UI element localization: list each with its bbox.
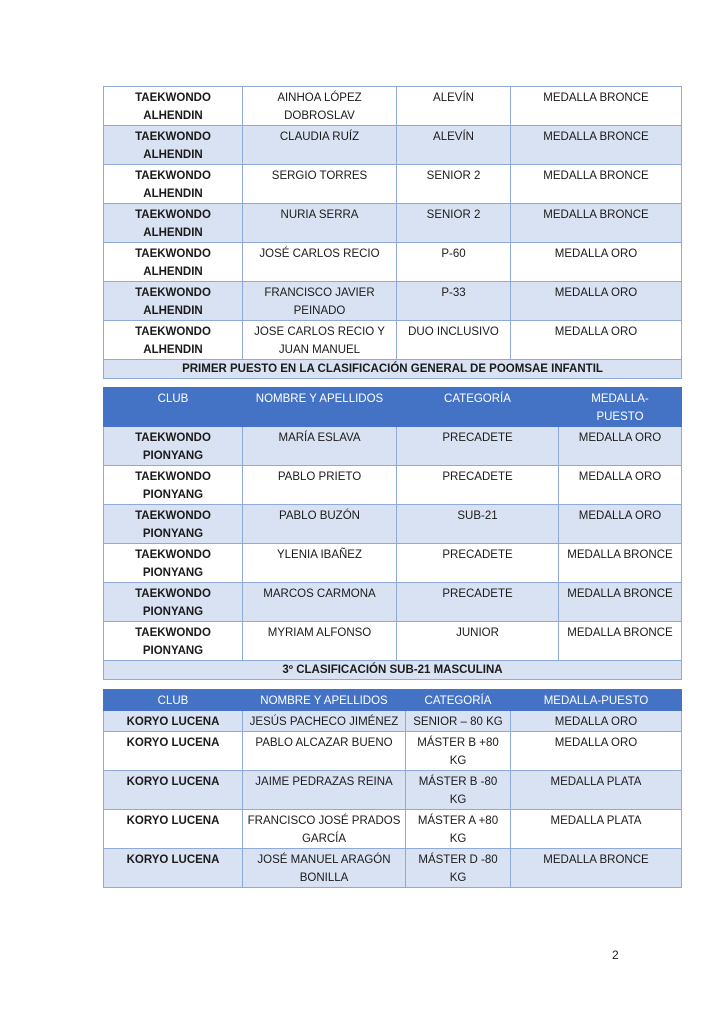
medal-cell: MEDALLA BRONCE	[511, 165, 682, 204]
table-row	[104, 321, 682, 360]
club-cell: TAEKWONDO PIONYANG	[104, 622, 243, 661]
table-row	[104, 711, 682, 732]
category-cell: SENIOR – 80 KG	[406, 711, 511, 732]
club-cell: TAEKWONDO PIONYANG	[104, 466, 243, 505]
medal-cell: MEDALLA PLATA	[511, 810, 682, 849]
medal-cell: MEDALLA BRONCE	[511, 87, 682, 126]
header-category: CATEGORÍA	[406, 690, 511, 711]
medal-cell: MEDALLA ORO	[511, 711, 682, 732]
table-row	[104, 771, 682, 810]
athlete-name-cell: PABLO PRIETO	[243, 466, 397, 505]
header-club: CLUB	[104, 690, 243, 711]
header-name: NOMBRE Y APELLIDOS	[243, 388, 397, 427]
table-header-row	[104, 690, 682, 711]
athlete-name-cell: MYRIAM ALFONSO	[243, 622, 397, 661]
medal-cell: MEDALLA ORO	[511, 321, 682, 360]
club-cell: TAEKWONDO PIONYANG	[104, 505, 243, 544]
club-cell: TAEKWONDO ALHENDIN	[104, 204, 243, 243]
header-category: CATEGORÍA	[397, 388, 559, 427]
results-table-alhendin	[103, 86, 682, 379]
category-cell: PRECADETE	[397, 466, 559, 505]
medal-cell: MEDALLA PLATA	[511, 771, 682, 810]
table-row	[104, 583, 682, 622]
club-cell: KORYO LUCENA	[104, 711, 243, 732]
medal-cell: MEDALLA ORO	[559, 466, 682, 505]
table-row	[104, 126, 682, 165]
footer-note: 3º CLASIFICACIÓN SUB-21 MASCULINA	[104, 661, 682, 680]
medal-cell: MEDALLA ORO	[559, 427, 682, 466]
medal-cell: MEDALLA BRONCE	[559, 583, 682, 622]
medal-cell: MEDALLA BRONCE	[511, 204, 682, 243]
table-row	[104, 810, 682, 849]
club-cell: TAEKWONDO ALHENDIN	[104, 87, 243, 126]
footer-note: PRIMER PUESTO EN LA CLASIFICACIÓN GENERAL DE POOMSAE INFANTIL	[104, 360, 682, 379]
club-cell: TAEKWONDO ALHENDIN	[104, 321, 243, 360]
club-cell: TAEKWONDO ALHENDIN	[104, 165, 243, 204]
category-cell: PRECADETE	[397, 544, 559, 583]
medal-cell: MEDALLA ORO	[511, 732, 682, 771]
header-club: CLUB	[104, 388, 243, 427]
medal-cell: MEDALLA ORO	[511, 282, 682, 321]
club-cell: TAEKWONDO PIONYANG	[104, 544, 243, 583]
athlete-name-cell: CLAUDIA RUÍZ	[243, 126, 397, 165]
athlete-name-cell: JESÚS PACHECO JIMÉNEZ	[243, 711, 406, 732]
athlete-name-cell: NURIA SERRA	[243, 204, 397, 243]
header-medal: MEDALLA-PUESTO	[511, 690, 682, 711]
athlete-name-cell: JAIME PEDRAZAS REINA	[243, 771, 406, 810]
category-cell: P-33	[397, 282, 511, 321]
results-table-pionyang	[103, 387, 682, 680]
medal-cell: MEDALLA ORO	[559, 505, 682, 544]
club-cell: KORYO LUCENA	[104, 810, 243, 849]
medal-cell: MEDALLA BRONCE	[511, 126, 682, 165]
table-row	[104, 427, 682, 466]
athlete-name-cell: PABLO BUZÓN	[243, 505, 397, 544]
club-cell: TAEKWONDO ALHENDIN	[104, 282, 243, 321]
category-cell: ALEVÍN	[397, 87, 511, 126]
category-cell: MÁSTER B +80 KG	[406, 732, 511, 771]
club-cell: KORYO LUCENA	[104, 771, 243, 810]
table-footer-row	[104, 661, 682, 680]
club-cell: TAEKWONDO PIONYANG	[104, 427, 243, 466]
table-row	[104, 282, 682, 321]
table-row	[104, 204, 682, 243]
table-row	[104, 622, 682, 661]
header-medal: MEDALLA-PUESTO	[559, 388, 682, 427]
category-cell: PRECADETE	[397, 427, 559, 466]
club-cell: KORYO LUCENA	[104, 732, 243, 771]
category-cell: DUO INCLUSIVO	[397, 321, 511, 360]
athlete-name-cell: MARCOS CARMONA	[243, 583, 397, 622]
athlete-name-cell: MARÍA ESLAVA	[243, 427, 397, 466]
table-row	[104, 87, 682, 126]
results-table-koryo	[103, 689, 682, 888]
page-number: 2	[612, 948, 619, 962]
category-cell: MÁSTER D -80 KG	[406, 849, 511, 888]
club-cell: TAEKWONDO ALHENDIN	[104, 243, 243, 282]
athlete-name-cell: PABLO ALCAZAR BUENO	[243, 732, 406, 771]
club-cell: TAEKWONDO ALHENDIN	[104, 126, 243, 165]
athlete-name-cell: JOSE CARLOS RECIO Y JUAN MANUEL	[243, 321, 397, 360]
club-cell: TAEKWONDO PIONYANG	[104, 583, 243, 622]
athlete-name-cell: YLENIA IBAÑEZ	[243, 544, 397, 583]
medal-cell: MEDALLA BRONCE	[559, 622, 682, 661]
table-row	[104, 466, 682, 505]
medal-cell: MEDALLA BRONCE	[559, 544, 682, 583]
athlete-name-cell: SERGIO TORRES	[243, 165, 397, 204]
table-row	[104, 849, 682, 888]
category-cell: P-60	[397, 243, 511, 282]
table-footer-row	[104, 360, 682, 379]
athlete-name-cell: JOSÉ CARLOS RECIO	[243, 243, 397, 282]
medal-cell: MEDALLA ORO	[511, 243, 682, 282]
athlete-name-cell: AINHOA LÓPEZ DOBROSLAV	[243, 87, 397, 126]
category-cell: JUNIOR	[397, 622, 559, 661]
table-row	[104, 544, 682, 583]
category-cell: PRECADETE	[397, 583, 559, 622]
header-name: NOMBRE Y APELLIDOS	[243, 690, 406, 711]
category-cell: MÁSTER A +80 KG	[406, 810, 511, 849]
athlete-name-cell: FRANCISCO JAVIER PEINADO	[243, 282, 397, 321]
club-cell: KORYO LUCENA	[104, 849, 243, 888]
category-cell: SUB-21	[397, 505, 559, 544]
category-cell: SENIOR 2	[397, 204, 511, 243]
table-row	[104, 505, 682, 544]
table-row	[104, 165, 682, 204]
category-cell: ALEVÍN	[397, 126, 511, 165]
athlete-name-cell: FRANCISCO JOSÉ PRADOS GARCÍA	[243, 810, 406, 849]
category-cell: MÁSTER B -80 KG	[406, 771, 511, 810]
athlete-name-cell: JOSÉ MANUEL ARAGÓN BONILLA	[243, 849, 406, 888]
table-row	[104, 243, 682, 282]
medal-cell: MEDALLA BRONCE	[511, 849, 682, 888]
table-row	[104, 732, 682, 771]
category-cell: SENIOR 2	[397, 165, 511, 204]
table-header-row	[104, 388, 682, 427]
